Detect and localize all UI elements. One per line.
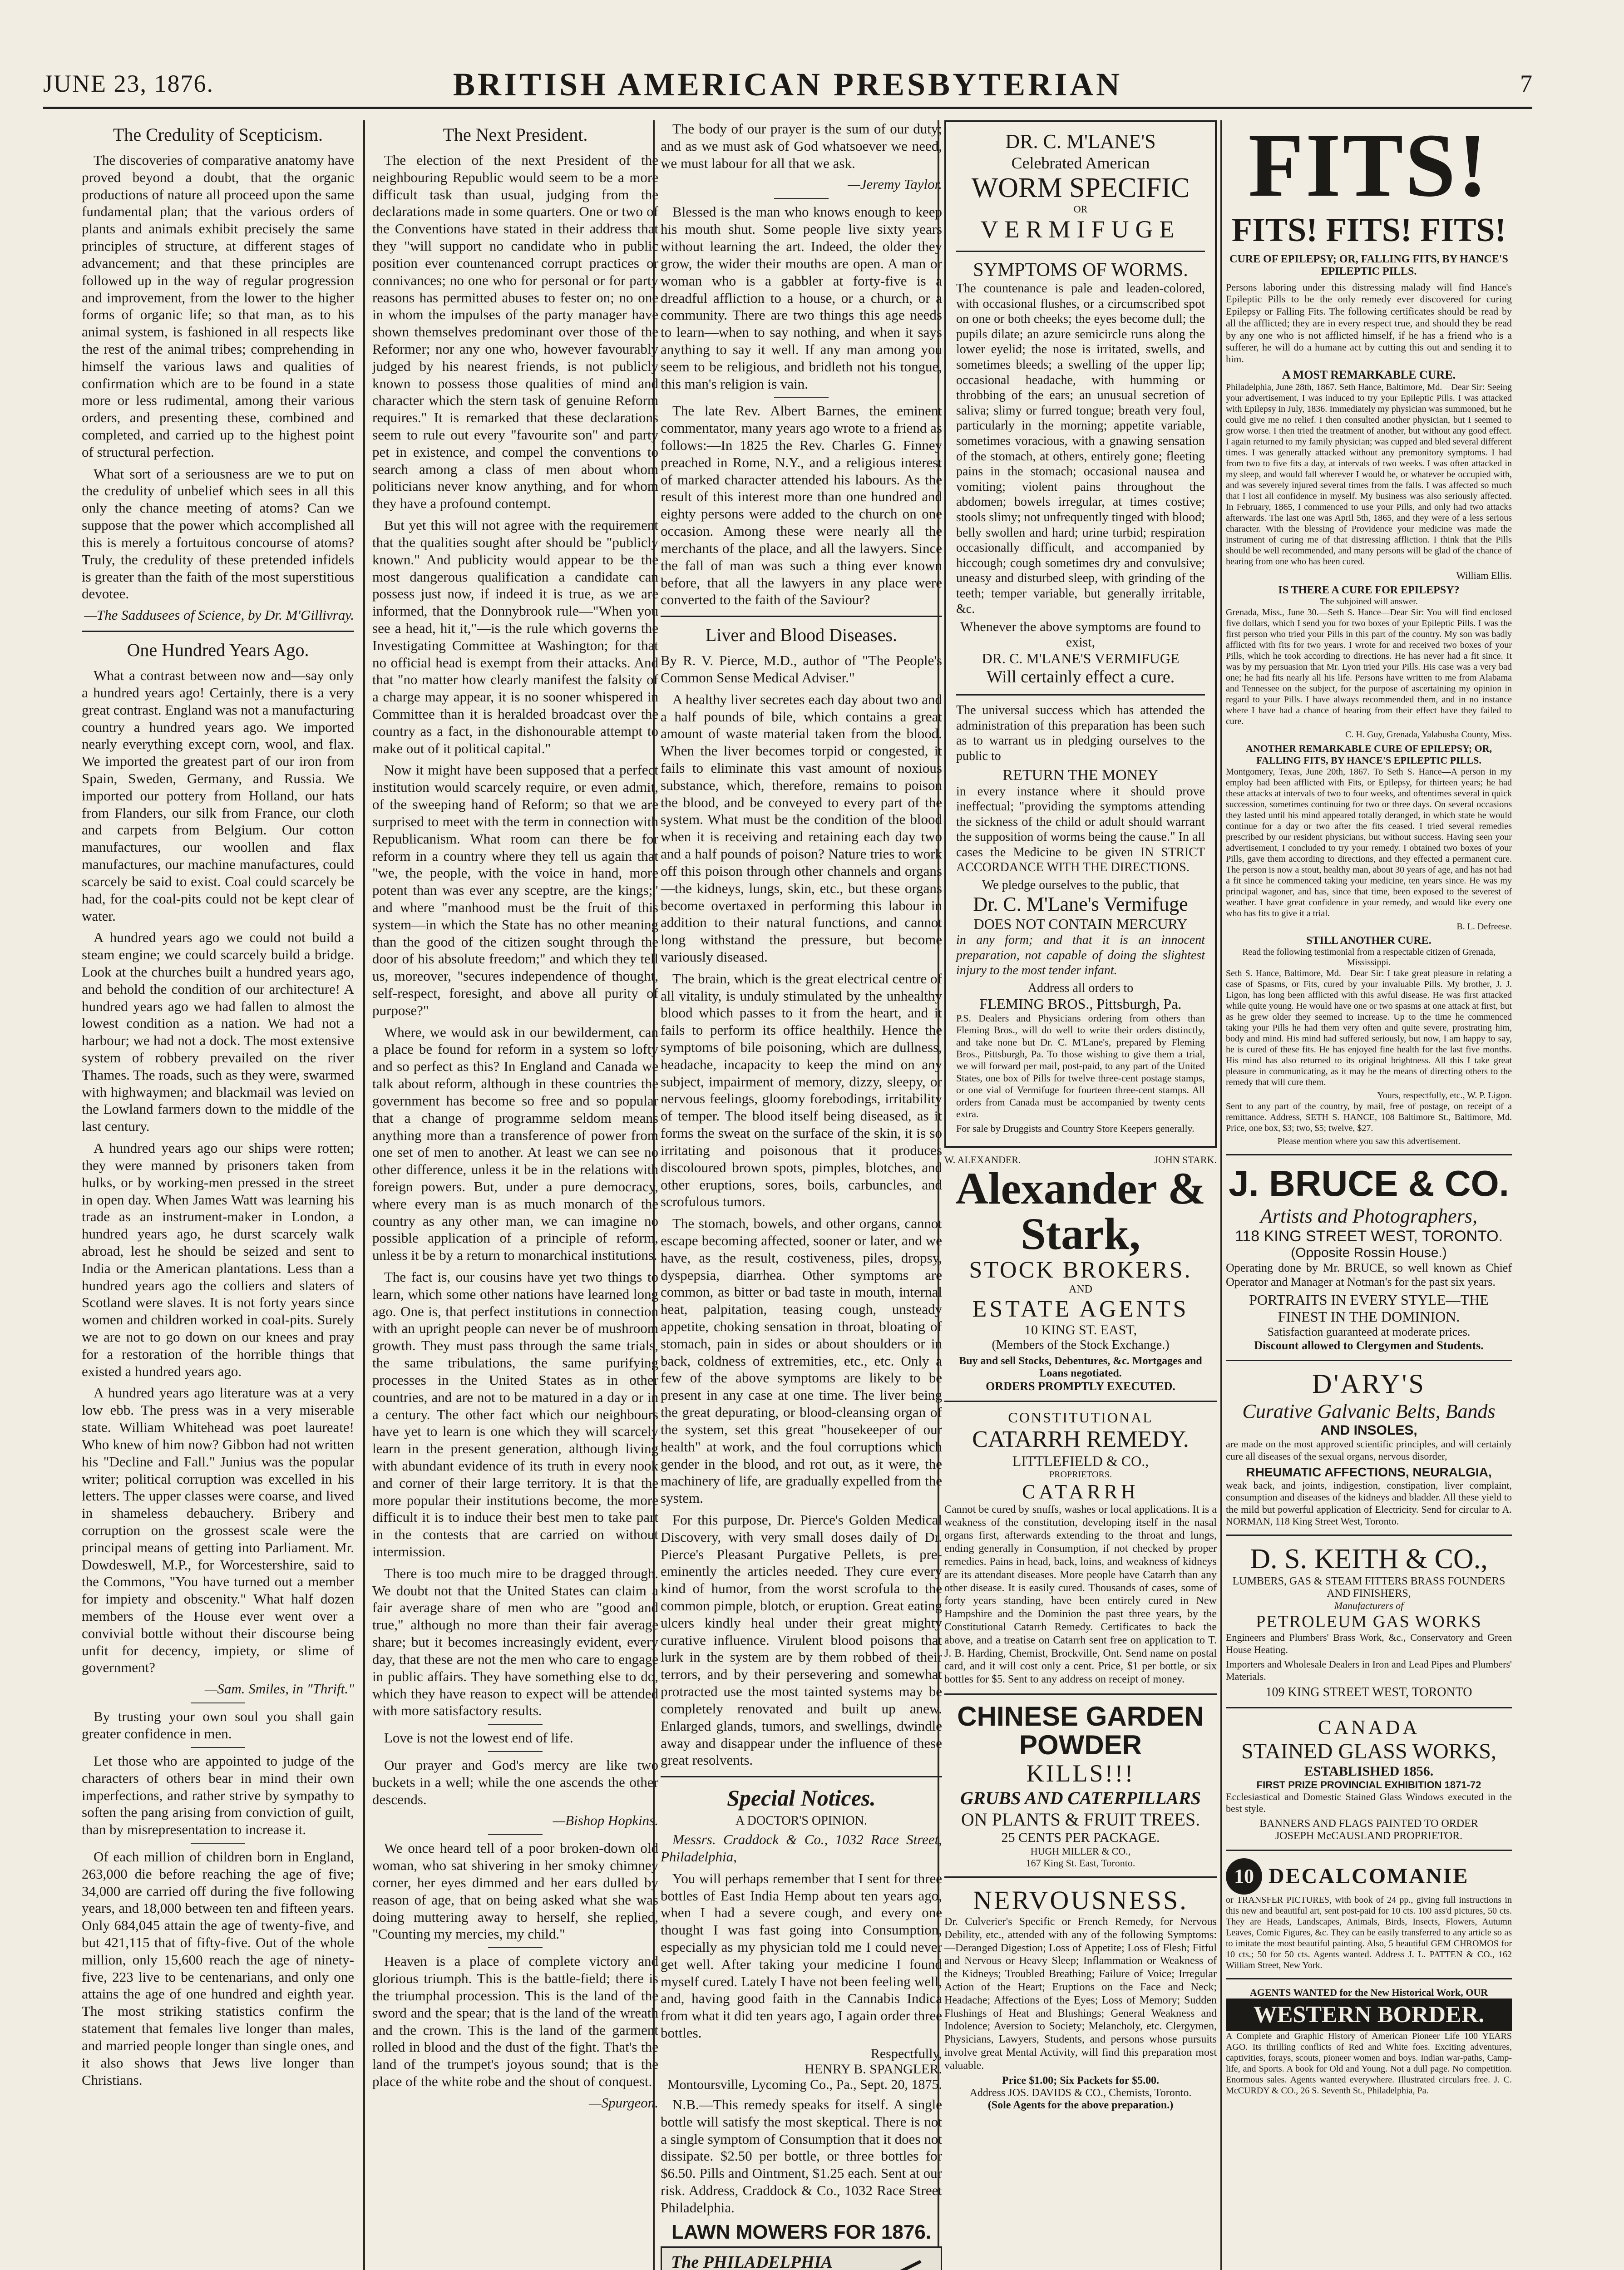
nervousness-text: Dr. Culverier's Specific or French Remedy, for Nervous Debility, etc., attended with any of the following Symptoms:—Deranged Digestion; Loss of Appetite; Loss of Flesh; Fitful and Nervous or Heavy Sleep; Inflammation or Weakness of the Kidneys; Troubled Breathing; Failure of Voice; Irregular Action of the Heart; Eruptions on the Face and Neck; Headache; Affections of the Eyes; Loss of Memory; Sudden Flushings of Heat and Blushings; General Weakness and Indolence; Aversion to Society; Melancholy, etc. Clergymen, Physicians, Lawyers, Students, and persons whose pursuits involve great Mental Activity, will find this preparation most valuable. [944, 1915, 1217, 2072]
chinese-powder-address: 167 King St. East, Toronto. [1026, 1857, 1135, 1869]
divider [1226, 1360, 1512, 1361]
testimonial-signature: B. L. Defreese. [1456, 921, 1512, 932]
worm-ad-text: in every instance where it should prove ineffectual; "providing the symptoms attending the sickness of the child or adult should warrant the supposition of worms being the cause." In all cases the Medicine to be given IN STRICT ACCORDANCE WITH THE DIRECTIONS. [956, 784, 1205, 875]
notice-address: Messrs. Craddock & Co., 1032 Race Street, Philadelphia, [661, 1831, 942, 1865]
testimonial-heading: A MOST REMARKABLE CURE. [1282, 368, 1456, 381]
broker-services: Buy and sell Stocks, Debentures, &c. Mortgages and Loans negotiated. [959, 1355, 1202, 1379]
bruce-title: J. BRUCE & CO. [1229, 1163, 1509, 1204]
chinese-powder-price: 25 CENTS PER PACKAGE. [1001, 1830, 1160, 1845]
glass-prize: FIRST PRIZE PROVINCIAL EXHIBITION 1871-72 [1256, 1779, 1481, 1791]
glass-banners: BANNERS AND FLAGS PAINTED TO ORDER [1259, 1817, 1478, 1830]
testimonial-heading: ANOTHER REMARKABLE CURE OF EPILEPSY; OR, FALLING FITS, BY HANCE'S EPILEPTIC PILLS. [1245, 742, 1492, 766]
article-citation: —Bishop Hopkins. [553, 1812, 658, 1829]
testimonial-signature: C. H. Guy, Grenada, Yalabusha County, Miss. [1345, 729, 1512, 740]
bruce-text: Operating done by Mr. BRUCE, so well known as Chief Operator and Manager at Notman's for the past six years. [1226, 1261, 1512, 1288]
notice-paragraph: You will perhaps remember that I sent for three bottles of East India Hemp about ten years ago, when I had a severe cough, and every one thought I was fast going into Consumption, especially as my physician told me I could never get well. After taking your medicine I found myself cured. Lately I have not been feeling well, and, having good faith in the Cannabis Indica from what it did ten years ago, I again order three bottles. [661, 1870, 942, 2041]
divider [488, 1947, 543, 1948]
article-paragraph: For this purpose, Dr. Pierce's Golden Medical Discovery, with very small doses daily of Dr. Pierce's Pleasant Purgative Pellets, is pre-eminently the articles needed. They cure every kind of humor, from the worst scrofula to the common pimple, blotch, or eruption. Great eating ulcers kindly heal under their great mighty curative influence. Virulent blood poisons that lurk in the system are by them robbed of their terrors, and by their persevering and somewhat protracted use the most tainted systems may be completely renovated and built up anew. Enlarged glands, tumors, and swellings, dwindle away and disappear under the influence of these great resolvents. [661, 1511, 942, 1768]
worm-ad-text: The universal success which has attended the administration of this preparation has been such as to warrant us in pledging ourselves to the public to [956, 703, 1205, 763]
worm-ad-line: FLEMING BROS., Pittsburgh, Pa. [979, 995, 1182, 1012]
dary-insoles: AND INSOLES, [1320, 1423, 1417, 1438]
divider [774, 198, 829, 199]
divider [944, 1401, 1217, 1402]
divider [488, 1834, 543, 1835]
western-border-title: WESTERN BORDER. [1226, 1999, 1512, 2031]
notice-heading: A DOCTOR'S OPINION. [735, 1814, 867, 1828]
worm-ad-text: in any form; and that it is an innocent preparation, not capable of doing the slightest injury to the most tender infant. [956, 933, 1205, 978]
dary-text: weak back, and joints, indigestion, constipation, liver complaint, consumption and diseases of the kidneys and bladder. All these yield to the mild but powerful application of Electricity. Send for circular to A. NORMAN, 118 King Street West, Toronto. [1226, 1479, 1512, 1527]
decal-title: DECALCOMANIE [1269, 1864, 1469, 1889]
article-paragraph: The fact is, our cousins have yet two things to learn, which some other nations have learned long ago. One is, that perfect institutions in connection with an upright people can never be of mushroom growth. They must pass through the same trials, the same tribulations, the same purifying processes in the United States as in other countries, and are not to be matured in a day or in a century. The other fact which our neighbours have yet to learn is one which they will scarcely learn in the present generation, although living with abundant evidence of its truth in every nook and corner of their large territory. It is that the more popular their institutions become, the more difficult it is to induce their best men to take part in the contests that are carried on without intermission. [372, 1269, 658, 1559]
order-note: Please mention where you saw this advertisement. [1277, 1136, 1461, 1146]
article-paragraph: Heaven is a place of complete victory and glorious triumph. This is the battle-field; there is the triumphal procession. This is the land of the sword and the spear; that is the land of the wreath and the crown. This is the land of the garment rolled in blood and the dust of the fight. That's the land of the trumpet's joyous sound; that is the place of the white robe and the shout of conquest. [372, 1953, 658, 2089]
glass-established: ESTABLISHED 1856. [1304, 1764, 1434, 1779]
article-title: Liver and Blood Diseases. [705, 625, 898, 646]
divider [82, 631, 354, 632]
fits-subheadline: FITS! FITS! FITS! [1231, 212, 1506, 249]
alexander-stark-ad [944, 1154, 1217, 1393]
order-info: Sent to any part of the country, by mail, free of postage, on receipt of a remittance. Address, SETH S. HANCE, 108 Baltimore St., Baltimore, Md. Price, one box, $3; two, $5; twelve, $27. [1226, 1101, 1512, 1133]
worm-ad-line: DR. C. M'LANE'S VERMIFUGE [982, 650, 1180, 667]
keith-manufacturers: Manufacturers of [1334, 1600, 1404, 1612]
worm-ad-title: WORM SPECIFIC [971, 172, 1190, 203]
lawn-mower-heading: LAWN MOWERS FOR 1876. [671, 2221, 932, 2243]
worm-ad-line: Whenever the above symptoms are found to exist, [960, 619, 1201, 650]
special-notices-heading: Special Notices. [727, 1785, 876, 1811]
dary-title: D'ARY'S [1312, 1369, 1426, 1399]
article-paragraph: Blessed is the man who knows enough to keep his mouth shut. Some people live sixty years without learning the art. Indeed, the older they grow, the wider their mouths are open. A man or woman who is a gabbler at forty-five is a dreadful affliction to a house, or a church, or a community. There are two things this age needs to learn—when to say nothing, and when it says anything to say it well. If any man among you seem to be religious, and bridleth not his tongue, this man's religion is vain. [661, 204, 942, 392]
worm-ad-line: RETURN THE MONEY [1002, 766, 1159, 784]
divider [1226, 1707, 1512, 1708]
notice-signature: Respectfully, [870, 2046, 942, 2061]
epilepsy-heading: CURE OF EPILEPSY; OR, FALLING FITS, BY HANCE'S EPILEPTIC PILLS. [1229, 253, 1508, 277]
glass-proprietor: JOSEPH McCAUSLAND PROPRIETOR. [1275, 1830, 1463, 1842]
nervousness-price: Price $1.00; Six Packets for $5.00. [1002, 2075, 1160, 2087]
divider [191, 1843, 245, 1844]
mower-brand: The PHILADELPHIA [671, 2252, 833, 2270]
column-5 [1226, 120, 1512, 2270]
worm-ad-vermifuge: VERMIFUGE [980, 215, 1181, 243]
broker-name: JOHN STARK. [1154, 1154, 1217, 1165]
bruce-opposite: (Opposite Rossin House.) [1291, 1245, 1447, 1260]
divider [956, 694, 1205, 696]
article-paragraph: Our prayer and God's mercy are like two buckets in a well; while the one ascends the other descends. [372, 1757, 658, 1807]
broker-membership: (Members of the Stock Exchange.) [992, 1337, 1170, 1352]
column-3 [661, 120, 942, 2270]
estate-agents-label: ESTATE AGENTS [972, 1296, 1189, 1322]
worm-ad-line: Will certainly effect a cure. [986, 667, 1175, 687]
worm-ad-line: Address all orders to [1027, 981, 1134, 995]
alexander-stark-title: Alexander & Stark, [955, 1163, 1206, 1259]
divider [488, 1751, 543, 1752]
testimonial-text: Montgomery, Texas, June 20th, 1867. To Seth S. Hance—A person in my employ had been afflicted with Fits, or Epilepsy, for thirteen years; he had these attacks at intervals of two to four weeks, and oftentimes several in quick succession, sometimes continuing for two or three days. On several occasions they lasted until his mind appeared totally deranged, in which state he would continue for a day or two after the fits ceased. I tried several remedies prescribed by our resident physicians, but without success. Having seen your advertisement, I concluded to try your remedy. I obtained two boxes of your Pills, gave them according to directions, and they effected a permanent cure. The person is now a stout, healthy man, about 30 years of age, and has not had a fit since he commenced taking your medicine, ten years since. He was my principal wagoner, and has, since that time, been exposed to the severest of weather. I have great confidence in your remedy, and would like every one who has fits to give it a trial. [1226, 766, 1512, 918]
article-paragraph: Love is not the lowest end of life. [384, 1730, 573, 1746]
column-rule [1220, 120, 1222, 2270]
masthead [43, 52, 1532, 109]
article-paragraph: Of each million of children born in England, 263,000 die before reaching the age of five; 34,000 are carried off during the five following years, and 18,000 between ten and fifteen years. Only 684,045 attain the age of twenty-five, and but 421,115 that of fifty-five. Out of the whole million, only 15,600 reach the age of ninety-five, 223 live to be centenarians, and only one attains the age of one hundred and eighth year. The most striking statistics confirm the statement that females live longer than males, and married people longer than single ones, and it also shows that Jews live longer than Christians. [82, 1848, 354, 2088]
article-paragraph: But yet this will not agree with the requirement that the qualities sought after should be "publicly known." And publicity would appear to be the most dangerous qualification a candidate can possess just now, if indeed it is true, as we are informed, that the Donnybrook rule—"When you see a head, hit it,"—is the rule which governs the Investigating Committee at Washington; for that no official head is exempt from their attacks. And that "no matter how clearly manifest the falsity of a charge may appear, it is no sooner whispered in Committee than it is heralded broadcast over the country as a fact, in the dishonourable attempt to make out of it political capital." [372, 517, 658, 756]
divider [191, 1747, 245, 1748]
divider [1226, 1154, 1512, 1155]
article-paragraph: A healthy liver secretes each day about two and a half pounds of bile, which contains a great amount of waste material taken from the blood. When the liver becomes torpid or congested, it fails to eliminate this vast amount of noxious substance, which, therefore, remains to poison the blood, and be conveyed to every part of the system. What must be the condition of the blood when it is receiving and retaining each day two and a half pounds of poison? Nature tries to work off this poison through other channels and organs—the kidneys, lungs, skin, etc., but these organs become overtaxed in performing this labour in addition to their natural functions, and cannot long withstand the pressure, but become variously diseased. [661, 691, 942, 965]
article-paragraph: A hundred years ago our ships were rotten; they were manned by prisoners taken from hulks, or by working-men pressed in the street in open day. When James Watt was learning his trade as an instrument-maker in London, a hundred years ago, he durst scarcely walk abroad, lest he should be seized and sent to India or the American plantations. Less than a hundred years ago the colliers and slaters of Scotland were slaves. It is not forty years since women and children worked in coal-pits. Surely we are not to go down on our knees and pray for a restoration of the horrible things that existed a hundred years ago. [82, 1140, 354, 1379]
dary-rheumatic: RHEUMATIC AFFECTIONS, NEURALGIA, [1246, 1465, 1492, 1479]
agents-wanted: AGENTS WANTED for the New Historical Work, OUR [1249, 1986, 1488, 1998]
testimonial-text: Grenada, Miss., June 30.—Seth S. Hance—Dear Sir: You will find enclosed five dollars, which I send you for two boxes of your Epileptic Pills. I was the first person who tried your Pills in this part of the country. My son was badly afflicted with fits for two years. I wrote for and received two boxes of your Pills, which he took according to directions. He has never had a fit since. It was by my persuasion that Mr. Lyon tried your Pills. His case was a very bad one; he had fits nearly all his life. Persons have written to me from Alabama and Tennessee on the subject, for the purpose of ascertaining my opinion in regard to your Pills. I have always recommended them, and in no instance where I have had a chance of hearing from their effect have they failed to cure. [1226, 607, 1512, 726]
and-label: AND [1069, 1283, 1092, 1295]
symptoms-text: The countenance is pale and leaden-colored, with occasional flushes, or a circumscribed spot on one or both cheeks; the eyes become dull; the pupils dilate; an azure semicircle runs along the lower eyelid; the nose is irritated, swells, and sometimes bleeds; a swelling of the upper lip; occasional headache, with humming or throbbing of the ears; an unusual secretion of saliva; slimy or furred tongue; breath very foul, particularly in the morning; appetite variable, sometimes voracious, with a gnawing sensation of the stomach, at others, entirely gone; fleeting pains in the stomach; occasional nausea and vomiting; violent pains throughout the abdomen; bowels irregular, at times costive; stools slimy; not unfrequently tinged with blood; belly swollen and hard; urine turbid; respiration occasionally difficult, and accompanied by hiccough; cough sometimes dry and convulsive; uneasy and disturbed sleep, with grinding of the teeth; temper variable, but generally irritable, &c. [956, 281, 1205, 616]
article-paragraph: We once heard tell of a poor broken-down old woman, who sat shivering in her smoky chimney corner, her eyes dimmed and her ears dulled by reason of age, that on being asked what she was doing muttering away to herself, she replied, "Counting my mercies, my child." [372, 1840, 658, 1942]
testimonial-sub: The subjoined will answer. [1320, 596, 1418, 607]
worm-ad-name: DR. C. M'LANE'S [1005, 130, 1156, 153]
decal-logo: 10 [1226, 1858, 1262, 1895]
issue-date: JUNE 23, 1876. [43, 70, 214, 97]
broker-address: 10 KING ST. EAST, [1024, 1322, 1137, 1337]
article-citation: —Jeremy Taylor. [848, 176, 942, 192]
keith-title: D. S. KEITH & CO., [1250, 1544, 1488, 1575]
testimonial-text: Seth S. Hance, Baltimore, Md.—Dear Sir: I take great pleasure in relating a case of Spasms, or Fits, cured by your invaluable Pills. My brother, J. J. Ligon, has long been afflicted with this awful disease. He was first attacked while quite young. He would have one or two spasms at one attack at first, but as he grew older they seemed to increase. Up to the time he commenced taking your Pills he had them very often and quite severe, prostrating him, body and mind. His mind had suffered seriously, but now, I am happy to say, he is cured of these fits. He has enjoyed fine health for the last five months. His mind has also returned to its original brightness. All this I take great pleasure in communicating, as it may be the means of directing others to the remedy that will cure them. [1226, 968, 1512, 1087]
testimonial-heading: IS THERE A CURE FOR EPILEPSY? [1278, 584, 1460, 596]
worm-ad-text: P.S. Dealers and Physicians ordering from others than Fleming Bros., will do well to write their orders distinctly, and take none but Dr. C. M'Lane's, prepared by Fleming Bros., Pittsburgh, Pa. To those wishing to give them a trial, we will forward per mail, post-paid, to any part of the United States, one box of Pills for twelve three-cent postage stamps, or one vial of Vermifuge for fourteen three-cent stamps. All orders from Canada must be accompanied by twenty cents extra. [956, 1012, 1205, 1120]
divider [1226, 1535, 1512, 1536]
notice-signature: HENRY B. SPANGLER. [805, 2061, 942, 2077]
worm-ad-text: For sale by Druggists and Country Store Keepers generally. [956, 1123, 1195, 1135]
dary-subtitle: Curative Galvanic Belts, Bands [1242, 1400, 1496, 1423]
article-citation: —The Saddusees of Science, by Dr. M'Gillivray. [84, 607, 354, 623]
article-paragraph: A hundred years ago literature was at a very low ebb. The press was in a very miserable state. William Whitehead was poet laureate! Who knew of him now? Gibbon had not written his "Decline and Fall." Junius was the popular writer; political corruption was excelled in his letters. The upper classes were coarse, and lived in shameless debauchery. Bribery and corruption on the grossest scale were the principal means of getting into Parliament. Mr. Dowdeswell, M.P., for Worcestershire, said to the Commons, "You have turned out a member for impiety and obscenity." What half dozen members of the House ever went over a convivial bottle without their discourse being unfit for decency, impiety, or slime of government? [82, 1385, 354, 1676]
nervousness-title: NERVOUSNESS. [973, 1885, 1188, 1915]
divider [774, 397, 829, 398]
divider [956, 251, 1205, 252]
stock-brokers-label: STOCK BROKERS. [969, 1257, 1192, 1283]
divider [1226, 1850, 1512, 1851]
column-4 [944, 120, 1217, 2270]
divider [488, 1724, 543, 1725]
chinese-powder-grubs: GRUBS AND CATERPILLARS [960, 1787, 1201, 1808]
article-paragraph: The late Rev. Albert Barnes, the eminent commentator, many years ago wrote to a friend as follows:—In 1825 the Rev. Charles G. Finney preached in Rome, N.Y., and a religious interest of marked character attended his labours. As the result of this interest more than one hundred and eighty persons were added to the church on one occasion. Among these were nearly all the merchants of the place, and all the lawyers. Since the fall of man was such a thing ever known before, that all the lawyers in any place were converted to the faith of the Saviour? [661, 403, 942, 608]
keith-address: 109 KING STREET WEST, TORONTO [1265, 1685, 1472, 1700]
symptoms-heading: SYMPTOMS OF WORMS. [973, 259, 1188, 281]
decal-text: or TRANSFER PICTURES, with book of 24 pp., giving full instructions in this new and beautiful art, sent post-paid for 10 cts. 100 ass'd pictures, 50 cts. They are Heads, Landscapes, Animals, Birds, Insects, Flowers, Autumn Leaves, Comic Figures, &c. They can be easily transferred to any article so as to imitate the most beautiful painting. Also, 5 beautiful GEM CHROMOS for 10 cts.; 50 for 50 cts. Agents wanted. Address J. L. PATTEN & CO., 162 William Street, New York. [1226, 1895, 1512, 1970]
chinese-powder-on: ON PLANTS & FRUIT TREES. [961, 1809, 1200, 1830]
article-citation: —Spurgeon. [589, 2094, 658, 2111]
divider [1226, 1978, 1512, 1979]
article-title: The Next President. [443, 124, 588, 145]
bruce-portraits: PORTRAITS IN EVERY STYLE—THE FINEST IN THE DOMINION. [1249, 1292, 1489, 1325]
bruce-satisfaction: Satisfaction guaranteed at moderate prices. [1267, 1325, 1471, 1339]
divider [191, 1702, 245, 1703]
lawn-mower-icon [812, 2257, 930, 2270]
page-number: 7 [1520, 70, 1532, 97]
divider [944, 1876, 1217, 1878]
article-paragraph: What a contrast between now and—say only a hundred years ago! Certainly, there is a very great contrast. England was not a manufacturing country a hundred years ago. We imported nearly everything except corn, wool, and flax. We imported the greatest part of our iron from Spain, Sweden, Germany, and Russia. We imported our pottery from Holland, our hats from Flanders, our silk from France, our cloth and carpets from Belgium. Our cotton manufactures, our woollen and flax manufactures, our machine manufactures, could scarcely be said to exist. Coal could scarcely be had, for the coal-pits could not be kept clear of water. [82, 667, 354, 924]
lawn-mower-illustration [661, 2246, 942, 2270]
article-paragraph: Where, we would ask in our bewilderment, can a place be found for reform in a system so lofty and so perfect as this? In England and Canada we talk about reform, although in these countries the government has become so free and so popular that a change of programme seldom means anything more than a transference of power from one set of men to another. At least we can see no other difference, unless it be in the relations with foreign powers. But, under a pure democracy, where every man is as much monarch of the country as any other man, we can imagine no possible application of a principle of reform, unless it be by a return to monarchical institutions. [372, 1024, 658, 1263]
notice-signature: Montoursville, Lycoming Co., Pa., Sept. 20, 1875. [667, 2077, 942, 2092]
article-paragraph: The discoveries of comparative anatomy have proved beyond a doubt, that the organic productions of nature all proceed upon the same fundamental plan; that the various orders of plants and animals exhibit precisely the same principles of structure, at different stages of advancement; and that these principles are followed up in the way of regular progression and improvement, from the lower to the higher forms of organic life; so that man, as to his animal system, is fashioned in all respects like the rest of the animal tribes; comprehending in himself the various laws and qualities of confirmation which are to be found in a state more or less rudimental, among their various orders, and presenting these, combined and completed, and carried up to the highest point of structural perfection. [82, 152, 354, 460]
worm-specific-ad [944, 120, 1217, 1148]
keith-subtitle: LUMBERS, GAS & STEAM FITTERS BRASS FOUNDERS AND FINISHERS, [1232, 1575, 1506, 1600]
column-1 [82, 120, 354, 2270]
glass-text: Ecclesiastical and Domestic Stained Glass Windows executed in the best style. [1226, 1791, 1512, 1815]
broker-orders: ORDERS PROMPTLY EXECUTED. [986, 1379, 1175, 1393]
chinese-powder-title: CHINESE GARDEN POWDER [957, 1701, 1204, 1760]
chinese-powder-ad [944, 1702, 1217, 1869]
article-paragraph: Now it might have been supposed that a perfect institution would scarcely require, or even admit, of the sweeping hand of Reform; so that we are surprised to meet with the term in connection with Republicanism. What room can there be for reform in a country where they tell us again that "we, the people, with the voice in hand, more potent than was ever any sceptre, are the kings;" and where "manhood must be the fruit of this system—in which the State has no other meaning than the good of the citizen sought through the door of his absolute freedom;" and which they tell us, moreover, "secures independence of thought, self-respect, foresight, and above all purity of purpose?" [372, 762, 658, 1018]
article-paragraph: The brain, which is the great electrical centre of all vitality, is unduly stimulated by the unhealthy blood which passes to it from the heart, and it fails to perform its office healthily. Hence the symptoms of bile poisoning, which are dullness, headache, incapacity to keep the mind on any subject, impairment of memory, dizzy, sleepy, or nervous feelings, gloomy forebodings, irritability of temper. The blood itself being diseased, as it forms the sweat on the surface of the skin, it is so irritating and poisonous that it produces discoloured brown spots, pimples, blotches, and other eruptions, sores, boils, carbuncles, and scrofulous tumors. [661, 970, 942, 1210]
keith-text: Engineers and Plumbers' Brass Work, &c., Conservatory and Green House Heating. [1226, 1632, 1512, 1655]
chinese-powder-maker: HUGH MILLER & CO., [1030, 1845, 1131, 1857]
worm-ad-or: OR [1073, 203, 1088, 215]
western-border-text: A Complete and Graphic History of American Pioneer Life 100 YEARS AGO. Its thrilling conflicts of Red and White foes. Exciting adventures, captivities, forays, scouts, pioneer women and boys. Indian war-paths, Camp-life, and Sports. A book for Old and Young. Not a dull page. No competition. Enormous sales. Agents wanted everywhere. Illustrated circulars free. J. C. McCURDY & CO., 26 S. Seventh St., Philadelphia, Pa. [1226, 2031, 1512, 2096]
article-title: One Hundred Years Ago. [127, 640, 309, 661]
testimonial-sub: Read the following testimonial from a respectable citizen of Grenada, Mississippi. [1242, 947, 1496, 967]
broker-name: W. ALEXANDER. [944, 1154, 1021, 1165]
bruce-discount: Discount allowed to Clergymen and Students. [1254, 1339, 1484, 1352]
glass-canada: CANADA [1318, 1716, 1420, 1739]
glass-title: STAINED GLASS WORKS, [1241, 1739, 1496, 1764]
article-paragraph: The body of our prayer is the sum of our duty; and as we must ask of God whatsoever we need, we must labour for all that we ask. [661, 121, 942, 171]
article-paragraph: The election of the next President of the neighbouring Republic would seem to be a more difficult task than usual, judging from the declarations made in some quarters. One or two of the Conventions have stated in their address that they "will support no candidate who in public position ever countenanced corrupt practices or connivances; no one who for personal or for party reasons has permitted abuses to fester on; no one in whom the impulses of the party manager have shown themselves predominant over those of the Reformer; nor any one who, however favourably judged by his nearest friends, is not publicly known to possess those qualities of mind and character which the stern task of genuine Reform requires." It is remarked that these declarations seem to rule out every "favourite son" and party pet in existence, and compel the conventions to search among a class of men about whom politicians never know anything, and for whom they have a profound contempt. [372, 152, 658, 512]
article-paragraph: There is too much mire to be dragged through. We doubt not that the United States can claim a fair average share of men who are "good and true," although no more than their fair average share; but it becomes increasingly evident, every day, that these are not the men who care to engage in public affairs. They have something else to do, which they have reason to expect will be attended with more satisfactory results. [372, 1565, 658, 1719]
catarrh-proprietors: PROPRIETORS. [1049, 1469, 1112, 1480]
nervousness-sole: (Sole Agents for the above preparation.) [987, 2099, 1174, 2112]
catarrh-maker: LITTLEFIELD & CO., [1012, 1452, 1149, 1469]
notice-paragraph: N.B.—This remedy speaks for itself. A single bottle will satisfy the most skeptical. There is not a single symptom of Consumption that it does not dissipate. $2.50 per bottle, or three bottles for $6.50. Pills and Ointment, $1.25 each. Sent at our risk. Address, Craddock & Co., 1032 Race Street Philadelphia. [661, 2096, 942, 2216]
worm-ad-line: We pledge ourselves to the public, that [982, 878, 1179, 893]
catarrh-text: Cannot be cured by snuffs, washes or local applications. It is a weakness of the constitution, developing itself in the nasal organs first, afterwards extending to the throat and lungs, ending generally in Consumption, if not checked by proper remedies. Pains in head, back, loins, and weakness of kidneys are its attendant diseases. More people have Catarrh than any other disease. It is easily cured. Thousands of cases, some of forty years standing, have been entirely cured in New Hampshire and the Dominion the past three years, by the Constitutional Catarrh Remedy. Certificates to back the above, and a treatise on Catarrh sent free on application to T. J. B. Harding, Chemist, Brockville, Ont. Send name on postal card, and it will cost only a cent. Price, $1 per bottle, or six bottles for $5. Sent to any address on receipt of money. [944, 1503, 1217, 1686]
testimonial-heading: STILL ANOTHER CURE. [1306, 934, 1431, 947]
divider [661, 1776, 942, 1777]
nervousness-ad [944, 1885, 1217, 2112]
testimonial-signature: William Ellis. [1456, 569, 1512, 581]
fits-headline: FITS! [1248, 120, 1490, 216]
column-2 [372, 120, 658, 2270]
epilepsy-text: Persons laboring under this distressing malady will find Hance's Epileptic Pills to be the only remedy ever discovered for curing Epilepsy or Falling Fits. The following certificates should be read by all the afflicted; they are in every respect true, and should they be read by any one who is not afflicted himself, if he has a friend who is a sufferer, he will do a humane act by cutting this out and sending it to him. [1226, 281, 1512, 365]
testimonial-text: Philadelphia, June 28th, 1867. Seth Hance, Baltimore, Md.—Dear Sir: Seeing your advertisement, I was induced to try your Epileptic Pills. I was attacked with Epilepsy in July, 1836. Immediately my physician was summoned, but he could give me no relief. I then consulted another physician, but I seemed to grow worse. I then tried the treatment of another, but without any good effect. I again returned to my family physician; was cupped and bled several different times. I was generally attacked without any premonitory symptoms. I had from two to five fits a day, at intervals of two weeks. I was often attacked in my sleep, and would fall wherever I would be, or whatever be occupied with, and was severely injured several times from the falls. I was affected so much that I lost all confidence in myself. My business was also seriously affected. In February, 1865, I commenced to use your Pills, and only had two attacks afterwards. The last one was April 5th, 1865, and they were of a less serious character. With the blessing of Providence your medicine was made the instrument of curing me of that distressing affliction. I think that the Pills should be well recommended, and many persons will be glad of the chance of hearing from one who has been cured. [1226, 382, 1512, 567]
keith-text: Importers and Wholesale Dealers in Iron and Lead Pipes and Plumbers' Materials. [1226, 1658, 1512, 1682]
article-paragraph: What sort of a seriousness are we to put on the credulity of unbelief which sees in all this only the chance meeting of atoms? Can we suppose that the power which accomplished all this is merely a fortuitous concourse of atoms? Truly, the credulity of these pretended infidels is greater than the faith of the most superstitious devotee. [82, 465, 354, 602]
column-rule [363, 120, 365, 2270]
article-citation: —Sam. Smiles, in "Thrift." [204, 1681, 354, 1697]
testimonial-signature: Yours, respectfully, etc., W. P. Ligon. [1377, 1090, 1512, 1100]
catarrh-title: CATARRH REMEDY. [972, 1426, 1189, 1452]
catarrh-top: CONSTITUTIONAL [1008, 1409, 1153, 1426]
article-paragraph: A hundred years ago we could not build a steam engine; we could scarcely build a bridge. Look at the churches built a hundred years ago, and behold the condition of our architecture! A hundred years ago we had fallen to almost the lowest condition as a nation. We had not a harbour; we had not a dock. The most extensive system of robbery prevailed on the river Thames. The roads, such as they were, swarmed with highwaymen; and blackmail was levied on the Lowland farmers down to the middle of the last century. [82, 929, 354, 1135]
nervousness-address: Address JOS. DAVIDS & CO., Chemists, Toronto. [969, 2087, 1192, 2099]
article-paragraph: Let those who are appointed to judge of the characters of others bear in mind their own imperfections, and rather strive by sympathy to soften the pang arising from conviction of guilt, than by misrepresentation to increase it. [82, 1752, 354, 1838]
article-byline: By R. V. Pierce, M.D., author of "The People's Common Sense Medical Adviser." [661, 652, 942, 686]
worm-ad-subtitle: Celebrated American [1011, 153, 1150, 172]
decalcomanie-header [1226, 1858, 1512, 1895]
bruce-address: 118 KING STREET WEST, TORONTO. [1234, 1227, 1503, 1245]
article-paragraph: The stomach, bowels, and other organs, cannot escape becoming affected, sooner or later, and we have, as the result, costiveness, piles, dropsy, dyspepsia, diarrhea. Other symptoms are common, as bitter or bad taste in mouth, internal heat, palpitation, teasing cough, unsteady appetite, choking sensation in throat, bloating of stomach, pain in sides or about shoulders or in back, coldness of extremities, etc., etc. Only a few of the above symptoms are likely to be present in any case at one time. The liver being the great depurating, or blood-cleansing organ of the system, set this great "housekeeper of our health" at work, and the foul corruptions which gender in the blood, and rot out, as it were, the machinery of life, are gradually expelled from the system. [661, 1215, 942, 1506]
article-title: The Credulity of Scepticism. [113, 124, 323, 145]
newspaper-title: BRITISH AMERICAN PRESBYTERIAN [453, 66, 1123, 103]
catarrh-ad [944, 1409, 1217, 1686]
keith-petroleum: PETROLEUM GAS WORKS [1256, 1612, 1482, 1632]
worm-ad-line: DOES NOT CONTAIN MERCURY [973, 916, 1188, 933]
divider [944, 1693, 1217, 1695]
dary-text: are made on the most approved scientific principles, and will certainly cure all diseases of the sexual organs, nervous disorder, [1226, 1438, 1512, 1462]
divider [661, 616, 942, 617]
worm-ad-line: Dr. C. M'Lane's Vermifuge [973, 893, 1188, 916]
bruce-subtitle: Artists and Photographers, [1260, 1204, 1477, 1227]
chinese-powder-kills: KILLS!!! [1026, 1759, 1135, 1787]
catarrh-word: CATARRH [1022, 1480, 1139, 1503]
article-paragraph: By trusting your own soul you shall gain greater confidence in men. [82, 1708, 354, 1742]
